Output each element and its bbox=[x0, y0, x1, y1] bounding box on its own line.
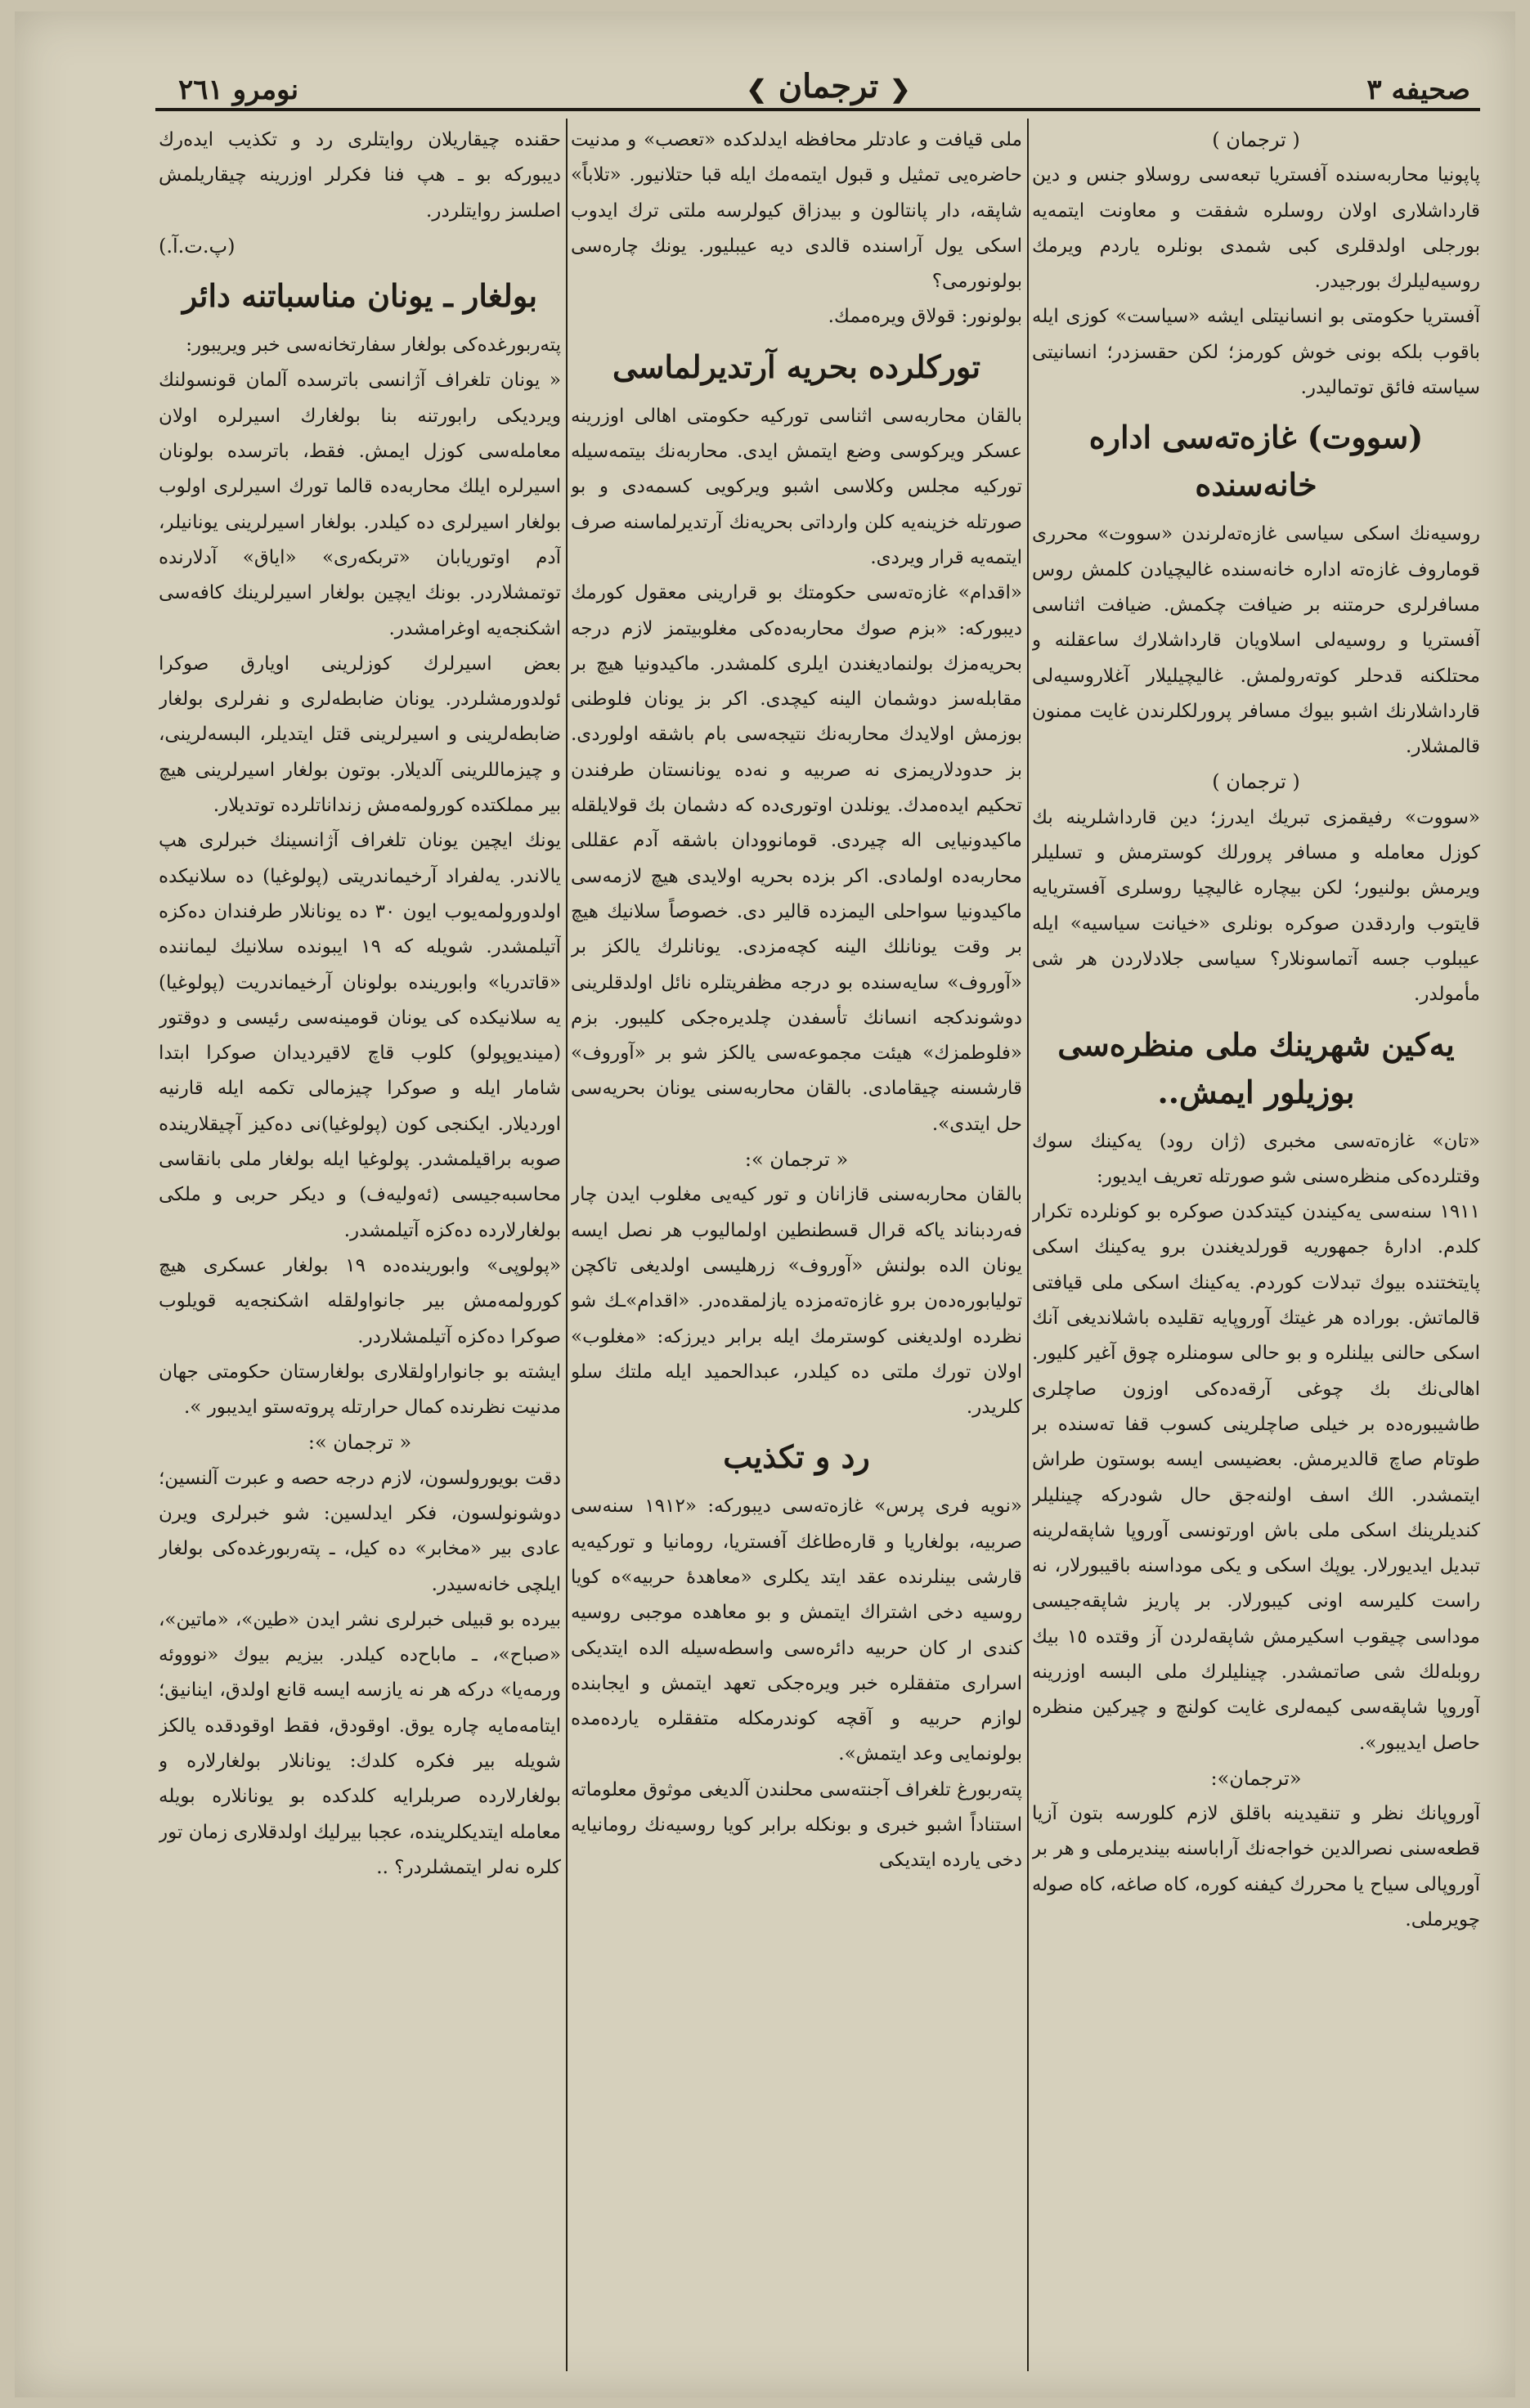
paragraph: بالقان محاربه‌سنی قازانان و تور كيه‌يی مغلوب ايدن چار فه‌ردبناند ياكه قرال قسطنطين اولماليوب هر نصل ايسه يونان الده بولنش «آوروف» زرهليسی اولديغی تاكچن توليابوره‌ده‌ن برو غازه‌ته‌مزده يازلمقده‌در. «اقدام»ـك شو نظرده اولديغنی كوسترمك ايله برابر ديرزكه: «مغلوب» اولان تورك ملتی ده كيلدر، عبدالحميد ايله ملتك سلو كلريدر. bbox=[571, 1184, 1022, 1419]
article-headline: رد و تكذيب bbox=[723, 1438, 870, 1476]
paragraph: ملی قيافت و عادتلر محافظه ايدلدكده «تعصب» و مدنيت حاضره‌يی تمثيل و قبول ايتمه‌مك ايله قبا حتلانيور. «تلاباً» شاپقه، دار پانتالون و بيدزاق كيولرسه ملتی ترك ايدوب اسكی يول آراسنده قالدی ديه عيبليور. يونك چاره‌سی بولونورمی؟ bbox=[571, 129, 1022, 293]
paragraph: بيرده بو قبيلی خبرلری نشر ايدن «طين»، «ماتين»، «صباح»، ـ ماباح‌ده كيلدر. بيزيم بيوك «نوووئه ورمه‌يا» دركه هر نه يازسه ايسه قانع اولدق، اينانيق؛ ايتامه‌مايه چاره يوق. اوقودق، فقط اوقودقده يالكز شويله بير فكره كلدك: يونانلار بولغارلاره و بولغارلارده صربلرايه كلدكده بو يونانلاره بويله معامله ايتديكلرينده، عجبا بيرليك اولدقلاری زمان تور كلره نه‌لر ايتمشلردر؟ .. bbox=[159, 1608, 561, 1878]
page-number: صحيفه ٣ bbox=[1366, 74, 1470, 106]
paragraph: پته‌ربورغ تلغراف آجنته‌سی محلندن آلديغی موثوق معلوماته استناداً اشبو خبری و بونكله برابر كويا روسيه‌نك رومانيايه دخی يارده ايتديكی bbox=[571, 1778, 1022, 1872]
paragraph: آفستريا حكومتی بو انسانيتلی ايشه «سياست» كوزی ايله باقوب بلكه بونی خوش كورمز؛ لكن حقسزدر؛ انسانيتی سياسته فائق توتمالیدر. bbox=[1032, 306, 1480, 399]
article-headline: يه‌كين شهرينك ملی منظره‌سی بوزيلور ايمش.. bbox=[1057, 1025, 1455, 1110]
paragraph: ١٩١١ سنه‌سی يه‌كيندن كيتدكدن صوكره بو كونلرده تكرار كلدم. ادارهٔ جمهوريه قورلديغندن برو يه‌كينك اسكی پايتختنده بيوك تبدلات كوردم. يه‌كينك اسكی ملی قيافتی قالماتش. بوراده هر غيتك آوروپايه تقليده باشلانديغی آنك اسكی حالنی بيلنلره و بو حالی سومنلره چوق آغير كليور. اهالی‌نك بك چوغی آرقه‌ده‌كی اوزون صاچلری طاشيبوره‌ده بر خيلی صاچلرينی كسوب قفا ته‌سنده بر طوتام صاچ قالديرمش. بعضيسی ايسه بوستون طراش ايتمشدر. الك اسف اولنه‌جق حال شودركه چينلیلر كنديلرينك اسكی ملی باش اورتونسی آوروپا شاپقه‌لرينه تبديل ايديورلار. يوپك اسكی و يكی موداسنه باقيبورلار، نه راست كليرسه اونی كيبورلار. بر پاريز شاپقه‌جيسی موداسی چيقوب اسكيرمش شاپقه‌لردن آز وقتده ١٥ بيك روبله‌لك شی صاتمشدر. چينلیلرك ملی البسه اوزرينه آوروپا شاپقه‌سی كيمه‌لری غايت كولنچ و چيركين منظره حاصل ايديبور». bbox=[1032, 1201, 1480, 1754]
paragraph: بولونور: قولاق ويره‌ممك. bbox=[828, 306, 1022, 328]
agency-signature: (پ.ت.آ.) bbox=[159, 234, 236, 258]
paragraph: آوروپانك نظر و تنقيدينه باقلق لازم كلورسه بتون آزيا قطعه‌سنی نصرالدين خواجه‌نك آراباسنه بينديرملی و هر بر آوروپالی سياح يا محررك كيفنه كوره، كاه صاغه، كاه صوله چويرملی. bbox=[1032, 1803, 1480, 1931]
column-divider-right bbox=[1027, 119, 1029, 2371]
middle-column bbox=[571, 123, 1022, 2363]
paragraph: «پولوپی» وابورينده‌ده ١٩ بولغار عسكری هيچ كورولمه‌مش بير جانواولقله اشكنجه‌يه قويلوب صوكرا ده‌كزه آتيلمشلاردر. bbox=[159, 1254, 561, 1347]
paragraph: «اقدام» غازه‌ته‌سی حكومتك بو قرارينی معقول كورمك ديبوركه: «بزم صوك محاربه‌ده‌كی مغلوبيتمز لازم درجه بحريه‌مزك بولنماديغندن ايلری كلمشدر. ماكيدونيا هيچ بر مقابله‌سز دوشمان الينه كيچدی. اكر بز يونان فلوطنی بوزمش اولايدك محاربه‌نك نتيجه‌سی بام باشقه اولوردی. بز حدودلاريمزی نه صربيه و نه‌ده يونانستان طرفندن تحكيم ايده‌مدك. يونلدن اوتوری‌ده كه دشمان بك قولايلقله ماكيدونيايی اله چيردی. قومانوودان باشقه آدم عقللی محاربه‌ده اولمادی. اكر بزده بحريه اولايدی هيچ لازمه‌سی ماكيدونيا سواحلی اليمزده قالير دی. خصوصاً سلانيك هيچ بر وقت يونانلك الينه كچه‌مزدی. يونانلرك يالكز بر «آوروف» سايه‌سنده بو درجه مظفريتلره نائل اولدقلرينی دوشوندكجه انسانك تأسفدن چلديره‌جكی كليبور. بزم «فلوطمزك» هيئت مجموعه‌سی يالكز شو بر «آوروف» قارشسنه چيقامادی. بالقان محاربه‌سنی يونان بحريه‌سی حل ايتدی». bbox=[571, 582, 1022, 1135]
ornament-right-icon: ❯ bbox=[746, 75, 767, 104]
paragraph: پته‌ربورغده‌كی بولغار سفارتخانه‌سی خبر ويريبور: bbox=[186, 334, 561, 356]
byline: « ترجمان »: bbox=[744, 1148, 849, 1172]
paragraph: يونك ايچين يونان تلغراف آژانسينك خبرلری هپ يالاندر. يه‌لفراد آرخيماندريتی (پولوغيا) ده سلانيكده اولدورولمه‌يوب ايون ٣٠ ده يونانلار طرفندان ده‌كزه آتيلمشدر. شويله كه ١٩ ايبونده سلانيك ليماننده «قاتدريا» وابورينده بولونان آرخيماندريت (پولوغيا) يه سلانيكده كی يونان قومينه‌سی رئيسی و دوقتور (مينديوپولو) كلوب قاچ لاقيرديدان صوكرا ابتدا شامار ايله و صوكرا چيزمالی تكمه ايله قارنيه اورديلار. ايكنجی كون (پولوغيا)نی ده‌كيز آچيقلارينده صوبه براقيلمشدر. پولوغيا ايله بولغار ملی بانقاسی محاسبه‌جيسی (ئه‌وليه‌ف) و ديكر حربی و ملكی بولغارلارده ده‌كزه آتيلمشدر. bbox=[159, 830, 561, 1241]
paragraph: «تان» غازه‌ته‌سی مخبری (ژان رود) يه‌كينك سوك وقتلرده‌كی منظره‌سنی شو صورتله تعريف ايديور: bbox=[1032, 1130, 1480, 1187]
paragraph: «نويه فری پرس» غازه‌ته‌سی ديبوركه: «١٩١٢ سنه‌سی صربيه، بولغاريا و قاره‌طاغك آفستريا، رومانيا و توركيه‌يه قارشی بينلرنده عقد ايتد يكلری «معاهدهٔ حربيه»ه كويا روسيه دخی اشتراك ايتمش و بو معاهده موجبی روسيه كندی ار كان حربيه دائره‌سی واسطه‌سيله الده ايتديكی اسراری متفقلره خبر ويره‌جكی تعهد ايتمش و ايجابنده لوازم حربيه و آقچه كوندرمكله متفقلره يارده‌مده بولونمايی وعد ايتمش». bbox=[571, 1495, 1022, 1765]
paragraph: «سووت» رفيقمزی تبريك ايدرز؛ دين قارداشلرينه بك كوزل معامله و مسافر پرورلك كوسترمش و تسليلر ويرمش بولنيور؛ لكن بيچاره غاليچيا روسلری آفستريايه قايتوب واردقدن صوكره بونلری «خيانت سياسيه» ايله عيبلوب جسه آتماسونلار؟ سياسی جلادلاردن هر شی مأمولدر. bbox=[1032, 806, 1480, 1006]
page-header bbox=[154, 59, 1503, 132]
column-divider-left bbox=[566, 119, 568, 2371]
byline: « ترجمان »: bbox=[307, 1431, 412, 1455]
byline: «ترجمان»: bbox=[1210, 1766, 1302, 1790]
masthead bbox=[747, 67, 911, 105]
paragraph: دقت بويورولسون، لازم درجه حصه و عبرت آلنسين؛ دوشونولسون، فكر ايدلسين: شو خبرلری ويرن عادی بير «مخابر» ده كيل، ـ پته‌ربورغده‌كی بولغار ايلچی خانه‌سيدر. bbox=[159, 1467, 561, 1595]
paragraph: پاپونيا محاربه‌سنده آفستريا تبعه‌سی روسلاو جنس و دين قارداشلاری اولان روسلره شفقت و معاونت ايتمه‌يه بورجلی اولدقلری كبی شمدی بونلره ياردم ويرمك روسيه‌لیلرك بورجيدر. bbox=[1032, 164, 1480, 293]
ornament-left-icon: ❮ bbox=[890, 75, 911, 104]
paragraph: بعض اسيرلرك كوزلرينی اويارق صوكرا ئولدورمشلردر. يونان ضابطه‌لری و نفرلری بولغار ضابطه‌لرينی و اسيرلرينی قتل ايتديلر، البسه‌لرينی، و چيزماللرينی آلديلار. بوتون بولغار اسيرلرينی هيچ بير مملكتده كورولمه‌مش زنداناتلرده توتديلار. bbox=[159, 652, 561, 817]
paragraph: بالقان محاربه‌سی اثناسی توركيه حكومتی اهالی اوزرينه عسكر ويركوسی وضع ايتمش ايدی. محاربه‌نك بيتمه‌سيله توركيه مجلس وكلاسی اشبو ويركويی كسمه‌دی و بو صورتله خزينه‌يه كلن وارداتی بحريه‌نك آرتديرلماسنه صرف ايتمه‌يه قرار ويردی. bbox=[571, 405, 1022, 568]
issue-number: نومرو ٢٦١ bbox=[178, 74, 299, 106]
byline: ( ترجمان ) bbox=[1212, 770, 1300, 794]
header-rule bbox=[155, 108, 1480, 111]
article-headline: (سووت) غازه‌ته‌سی اداره خانه‌سنده bbox=[1088, 419, 1424, 504]
paragraph: « يونان تلغراف آژانسی باترسده آلمان قونسولنك ويرديكی رابورتنه بنا بولغارك اسيرلره اولان معامله‌سی كوزل ايمش. فقط، باترسده بولونان اسيرلره ايلك محاربه‌ده قالما تورك اسيرلری اولوب بولغار اسيرلری ده كيلدر. بولغار اسيرلرينی يونانيلر، آدم اوتوريابان «تربكه‌ری» «اياق» آدلارنده توتمشلاردر. بونك ايچين بولغار اسيرلرينك كافه‌سی اشكنجه‌يه اوغرامشدر. bbox=[159, 370, 561, 639]
paragraph: روسيه‌نك اسكی سياسی غازه‌ته‌لرندن «سووت» محرری قوماروف غازه‌ته اداره خانه‌سنده غاليچيادن كلمش روس مسافرلری حرمتنه بر ضيافت چكمش. ضيافت اثناسی آفستريا و روسيه‌لی اسلاويان قارداشلارك ساعقلنه و محتلكنه قدحلر كوته‌رولمش. غاليچيليلار آغلاروسيه‌لی قارداشلارنك اشبو بيوك مسافر پرورلكلرندن غايت ممنون قالمشلار. bbox=[1032, 523, 1480, 758]
paragraph: حقنده چيقاريلان روايتلری رد و تكذيب ايده‌رك ديبوركه بو ـ هپ فنا فكرلر اوزرينه چيقاريلمش اصلسز روايتلردر. bbox=[159, 129, 561, 222]
right-column bbox=[1032, 123, 1480, 2363]
byline: ( ترجمان ) bbox=[1212, 128, 1300, 151]
paragraph: ايشته بو جانواراولقلاری بولغارستان حكومتی جهان مدنيت نظرنده كمال حرارتله پروته‌ستو ايديبور ». bbox=[159, 1361, 561, 1419]
article-headline: توركلرده بحریه آرتديرلماسی bbox=[612, 348, 981, 385]
article-headline: بولغار ـ يونان مناسباتنه دائر bbox=[182, 277, 538, 315]
newspaper-title: ترجمان bbox=[778, 67, 879, 105]
left-column bbox=[159, 123, 561, 2363]
